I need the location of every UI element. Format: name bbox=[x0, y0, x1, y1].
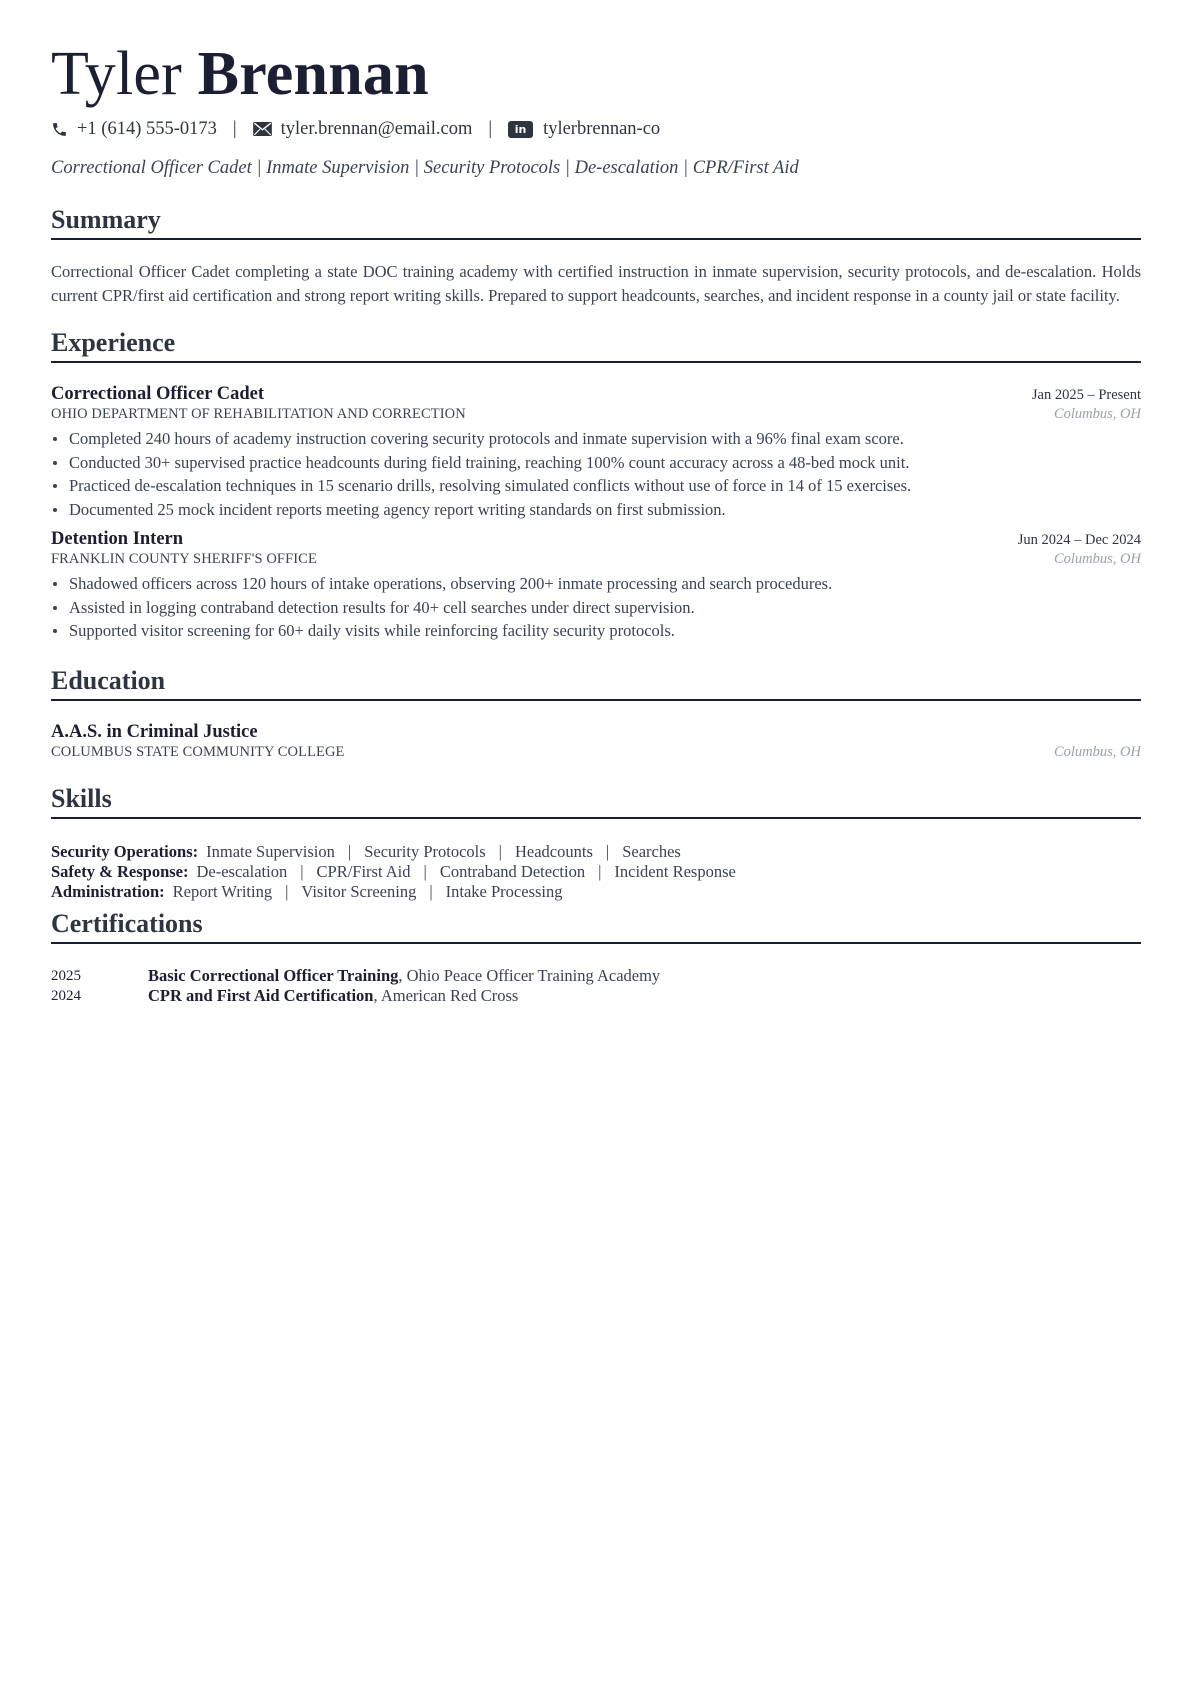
skill-separator: | bbox=[285, 881, 289, 901]
job-title: Correctional Officer Cadet bbox=[51, 384, 265, 404]
skill-item: Incident Response bbox=[614, 861, 736, 881]
job-dates: Jan 2025 – Present bbox=[1031, 387, 1141, 403]
skill-separator: | bbox=[347, 841, 352, 861]
job-bullets bbox=[51, 572, 1141, 643]
section-title-skills: Skills bbox=[51, 783, 1141, 819]
contact-phone[interactable] bbox=[51, 119, 217, 140]
education-section bbox=[51, 665, 1141, 761]
certification-name: CPR and First Aid Certification bbox=[148, 985, 374, 1005]
skill-category: Safety & Response: bbox=[51, 861, 189, 881]
list-item: Completed 240 hours of academy instruction covering security protocols and inmate supervision with a 96% final exam score. bbox=[51, 427, 1141, 451]
job-dates: Jun 2024 – Dec 2024 bbox=[1017, 532, 1141, 548]
experience-section bbox=[51, 327, 1141, 643]
skill-separator: | bbox=[605, 841, 610, 861]
summary-text: Correctional Officer Cadet completing a state DOC training academy with certified instruction in inmate supervision, security protocols, and de-escalation. Holds current CPR/first aid certification and strong report writing skills. Prepared to support headcounts, searches, and incident response in a county jail or state facility. bbox=[51, 262, 1141, 305]
skills-row bbox=[51, 842, 1141, 862]
job-org-row bbox=[51, 406, 1141, 423]
skill-item: Searches bbox=[622, 841, 681, 861]
school-name: COLUMBUS STATE COMMUNITY COLLEGE bbox=[51, 743, 345, 760]
skill-separator: | bbox=[300, 861, 304, 881]
contact-linkedin[interactable] bbox=[508, 119, 660, 140]
degree-title: A.A.S. in Criminal Justice bbox=[51, 721, 258, 742]
certification-year: 2025 bbox=[51, 967, 81, 984]
job-header-row bbox=[51, 384, 1141, 405]
skill-separator: | bbox=[498, 841, 502, 861]
education-header-row bbox=[51, 722, 1141, 743]
certifications-list bbox=[51, 966, 1141, 1006]
skill-item: Security Protocols bbox=[364, 841, 486, 861]
school-location: Columbus, OH bbox=[1053, 743, 1141, 760]
skills-list bbox=[51, 842, 1141, 902]
job-title: Detention Intern bbox=[51, 529, 184, 549]
contact-separator: | bbox=[232, 118, 237, 139]
skills-row bbox=[51, 862, 1141, 882]
list-item: Shadowed officers across 120 hours of intake operations, observing 200+ inmate processing and search procedures. bbox=[51, 572, 1141, 596]
skill-separator: | bbox=[423, 861, 427, 881]
linkedin-text: tylerbrennan-co bbox=[543, 118, 661, 139]
job-organization: OHIO DEPARTMENT OF REHABILITATION AND CORRECTION bbox=[51, 406, 466, 422]
job-header-row bbox=[51, 529, 1141, 550]
first-name: Tyler bbox=[51, 40, 182, 108]
list-item: Practiced de-escalation techniques in 15 scenario drills, resolving simulated conflicts without use of force in 14 of 15 exercises. bbox=[51, 474, 1141, 498]
skill-separator: | bbox=[598, 861, 602, 881]
contact-separator: | bbox=[488, 118, 493, 139]
skills-row bbox=[51, 882, 1141, 902]
phone-icon bbox=[51, 121, 68, 138]
summary-section bbox=[51, 204, 1141, 307]
skill-item: Headcounts bbox=[514, 841, 593, 861]
list-item: Supported visitor screening for 60+ daily visits while reinforcing facility security protocols. bbox=[51, 619, 1141, 643]
job-organization: FRANKLIN COUNTY SHERIFF'S OFFICE bbox=[51, 551, 317, 567]
linkedin-icon: in bbox=[508, 121, 533, 138]
certification-name: Basic Correctional Officer Training bbox=[148, 965, 399, 985]
skills-section bbox=[51, 783, 1141, 902]
last-name: Brennan bbox=[197, 40, 429, 108]
contact-email[interactable] bbox=[253, 119, 473, 140]
contact-line bbox=[51, 116, 1141, 142]
skill-item: Contraband Detection bbox=[439, 861, 586, 881]
certification-row bbox=[51, 966, 1141, 986]
skill-item: De-escalation bbox=[196, 861, 288, 881]
list-item: Assisted in logging contraband detection results for 40+ cell searches under direct supervision. bbox=[51, 596, 1141, 620]
skill-category: Security Operations: bbox=[51, 841, 199, 861]
skill-category: Administration: bbox=[51, 881, 165, 901]
job-location: Columbus, OH bbox=[1053, 406, 1141, 422]
job-entry bbox=[51, 384, 1141, 521]
job-bullets bbox=[51, 427, 1141, 521]
job-org-row bbox=[51, 551, 1141, 568]
candidate-name bbox=[51, 36, 1141, 112]
certification-issuer: , Ohio Peace Officer Training Academy bbox=[398, 965, 661, 985]
job-location: Columbus, OH bbox=[1053, 551, 1141, 567]
tagline: Correctional Officer Cadet | Inmate Supervision | Security Protocols | De-escalation | CPR/First Aid bbox=[51, 158, 799, 178]
education-school-row bbox=[51, 744, 1141, 761]
section-title-certifications: Certifications bbox=[51, 908, 1141, 944]
email-text: tyler.brennan@email.com bbox=[280, 118, 473, 139]
certifications-section bbox=[51, 908, 1141, 1006]
skill-item: Visitor Screening bbox=[301, 881, 417, 901]
section-title-experience: Experience bbox=[51, 327, 1141, 363]
list-item: Documented 25 mock incident reports meeting agency report writing standards on first submission. bbox=[51, 498, 1141, 522]
certification-year: 2024 bbox=[51, 987, 81, 1004]
list-item: Conducted 30+ supervised practice headcounts during field training, reaching 100% count accuracy across a 48-bed mock unit. bbox=[51, 451, 1141, 475]
job-entry bbox=[51, 529, 1141, 643]
envelope-icon bbox=[253, 122, 272, 136]
skill-item: Inmate Supervision bbox=[206, 841, 335, 861]
certification-row bbox=[51, 986, 1141, 1006]
skill-item: CPR/First Aid bbox=[316, 861, 411, 881]
certification-issuer: , American Red Cross bbox=[373, 985, 519, 1005]
phone-text: +1 (614) 555-0173 bbox=[77, 118, 217, 139]
skill-separator: | bbox=[429, 881, 433, 901]
section-title-summary: Summary bbox=[51, 204, 1141, 240]
section-title-education: Education bbox=[51, 665, 1141, 701]
education-entry bbox=[51, 722, 1141, 761]
skill-item: Report Writing bbox=[172, 881, 273, 901]
skill-item: Intake Processing bbox=[445, 881, 563, 901]
